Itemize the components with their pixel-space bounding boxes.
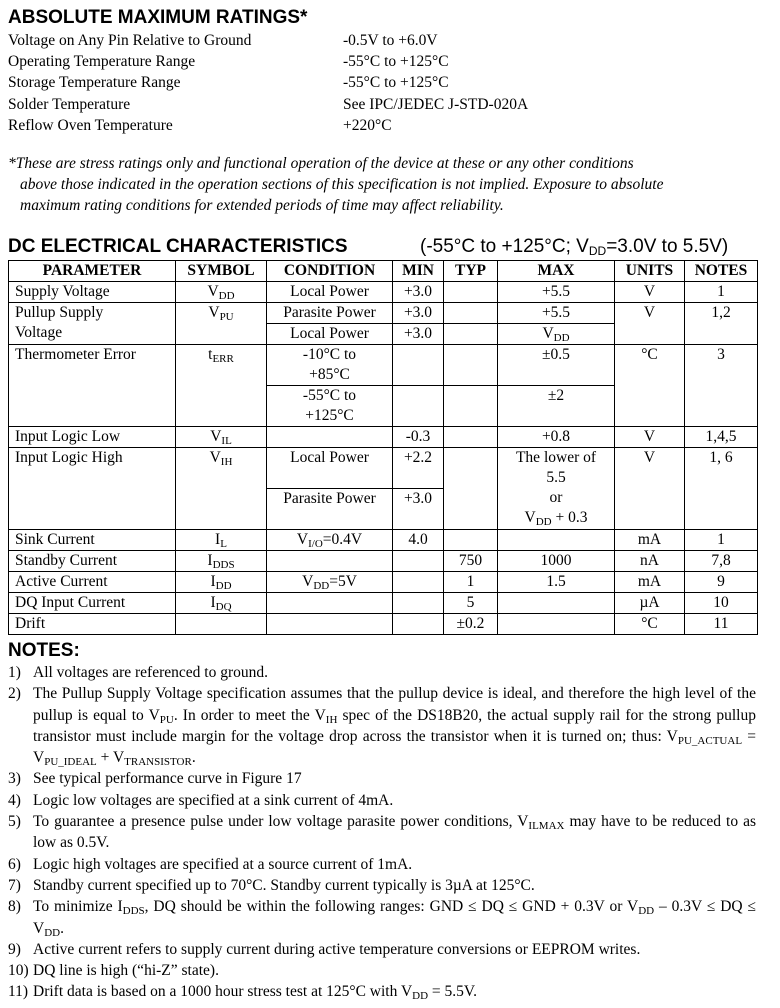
sym: V [207,283,219,300]
note-item [8,811,756,854]
units-cell: mA [615,530,685,551]
cond: =0.4V [322,531,363,548]
min-cell: +2.2 [393,448,444,489]
min-cell [393,345,444,386]
note-item [8,662,756,683]
header-cell: MAX [498,261,615,282]
note-number: 1) [8,664,21,681]
symbol-cell [176,572,267,593]
sym-sub: ERR [212,353,234,365]
cond-sub: DD [588,244,607,258]
max-cell [498,530,615,551]
sym-sub: DDS [212,559,235,571]
note-item [8,981,756,1002]
min-cell: 4.0 [393,530,444,551]
note-text: Logic high voltages are specified at a source current of 1mA. [33,855,413,873]
note-subscript: TRANSISTOR [124,756,192,769]
typ-cell [444,448,498,530]
notes-cell: 9 [685,572,758,593]
max-cell [498,614,615,635]
max-sub: DD [535,516,552,528]
rating-label: Solder Temperature [8,95,131,113]
note-text: Logic low voltages are specified at a sink current of 4mA. [33,791,394,809]
units-cell: V [615,282,685,303]
header-cell: TYP [444,261,498,282]
rating-label: Voltage on Any Pin Relative to Ground [8,32,252,49]
max-line: 5.5 [546,469,566,486]
note-number: 9) [8,940,21,958]
table-row [9,530,758,551]
cond: V [296,531,309,548]
symbol-cell [176,427,267,448]
param-cell: Active Current [9,572,176,593]
max-cell [498,448,615,530]
cond: =5V [329,573,357,590]
symbol-cell [176,593,267,614]
notes-list [8,662,756,1003]
note-item [8,854,756,875]
note-number: 7) [8,876,21,894]
cond-line: +125°C [305,407,354,424]
min-cell [393,386,444,427]
units-cell: V [615,303,685,345]
max-cell [498,324,615,345]
symbol-cell [176,282,267,303]
symbol-cell [176,614,267,635]
table-row [9,427,758,448]
rating-value: +220°C [343,116,392,134]
condition-cell: Parasite Power [267,303,393,324]
max: V [542,325,554,342]
cond-line: -10°C to [302,346,357,363]
max-cell: +5.5 [498,282,615,303]
param-line: Voltage [15,324,63,341]
max-cell [498,593,615,614]
symbol-cell [176,345,267,427]
notes-cell: 1, 6 [685,448,758,530]
sym: V [208,304,220,321]
note-item [8,875,756,896]
sym: I [210,594,216,611]
condition-cell [267,593,393,614]
typ-cell [444,324,498,345]
typ-cell [444,282,498,303]
rating-row [8,115,768,136]
rating-value: -0.5V to +6.0V [343,32,438,49]
note-number: 11) [8,983,29,1001]
cond: V [302,573,314,590]
table-header-row [9,261,758,282]
sym-sub: PU [219,311,234,323]
sym: I [210,573,216,590]
sym-sub: L [220,538,227,550]
notes-cell: 11 [685,614,758,635]
units-cell: V [615,427,685,448]
typ-cell: 750 [444,551,498,572]
note-subscript: ILMAX [528,820,565,833]
rating-row [8,94,768,115]
condition-cell [267,427,393,448]
table-row [9,572,758,593]
note-text: See typical performance curve in Figure 17 [33,770,302,788]
note-text: may have to be reduced to as low as 0.5V. [33,813,756,852]
param-cell: DQ Input Current [9,593,176,614]
condition-cell [267,386,393,427]
note-text: – 0.3V ≤ DQ ≤ V [33,898,757,937]
cond-sub: I/O [308,538,323,550]
notes-cell: 1,2 [685,303,758,345]
param-cell: Standby Current [9,551,176,572]
rating-label: Reflow Oven Temperature [8,116,173,134]
min-cell: +3.0 [393,324,444,345]
note-subscript: DD [44,926,61,939]
param-cell: Supply Voltage [9,282,176,303]
symbol-cell [176,530,267,551]
note-item [8,768,756,789]
stress-rating-footnote [8,153,756,216]
units-cell: °C [615,614,685,635]
note-text: Active current refers to supply current during active temperature conversions or EEPROM writes. [33,940,641,958]
condition-cell: Parasite Power [267,489,393,530]
table-row [9,614,758,635]
cond-text: =3.0V to 5.5V) [606,236,729,257]
sym: t [208,346,213,363]
condition-cell: Local Power [267,324,393,345]
footnote-line: above those indicated in the operation sections of this specification is not implied. Exposure to absolute [20,176,664,193]
typ-cell [444,530,498,551]
table-row [9,303,758,324]
max-line: or [549,489,563,506]
min-cell [393,614,444,635]
sym-sub: IH [220,456,233,468]
rating-row [8,72,768,93]
param-cell: Drift [9,614,176,635]
note-item [8,790,756,811]
note-text: + V [96,749,125,767]
notes-cell: 3 [685,345,758,427]
note-subscript: DD [638,905,655,918]
notes-cell: 10 [685,593,758,614]
max-cell: +5.5 [498,303,615,324]
dc-characteristics-table [8,260,758,635]
min-cell [393,551,444,572]
sym: V [209,449,221,466]
symbol-cell [176,551,267,572]
note-text: . [60,919,64,937]
note-text: . [191,749,196,767]
note-item [8,960,756,981]
max-cell: 1.5 [498,572,615,593]
notes-cell: 1 [685,282,758,303]
note-text: Standby current specified up to 70°C. Standby current typically is 3µA at 125°C. [33,876,535,894]
condition-cell [267,614,393,635]
note-text: To guarantee a presence pulse under low voltage parasite power conditions, V [33,813,529,831]
note-text: . In order to meet the V [173,706,326,724]
min-cell [393,572,444,593]
note-subscript: PU_IDEAL [44,756,97,769]
cond-line: -55°C to [302,387,357,404]
typ-cell [444,345,498,386]
note-number: 5) [8,813,21,831]
note-text: The Pullup Supply Voltage specification assumes that the pullup device is ideal, and therefore the high level of the pullup is equal to V [33,685,756,724]
typ-cell [444,427,498,448]
rating-label: Operating Temperature Range [8,53,196,71]
note-text: = 5.5V. [428,983,477,1001]
notes-title: NOTES: [8,640,80,661]
header-cell: UNITS [615,261,685,282]
header-cell: NOTES [685,261,758,282]
notes-cell: 1,4,5 [685,427,758,448]
max-line: The lower of [515,449,597,466]
param-line: Pullup Supply [15,304,104,321]
notes-cell: 7,8 [685,551,758,572]
note-number: 2) [8,685,21,703]
max-cell: ±0.5 [498,345,615,386]
param-cell: Sink Current [9,530,176,551]
typ-cell [444,303,498,324]
min-cell: +3.0 [393,303,444,324]
condition-cell [267,551,393,572]
footnote-line: maximum rating conditions for extended periods of time may affect reliability. [20,197,504,214]
cond-text: (-55°C to +125°C; V [420,236,589,257]
note-number: 3) [8,770,21,788]
max-sub: DD [553,332,570,344]
sym-sub: DD [215,580,232,592]
note-number: 8) [8,898,21,916]
sym-sub: IL [221,435,232,447]
note-item [8,683,756,768]
header-cell: MIN [393,261,444,282]
sym-sub: DQ [215,601,232,613]
units-cell: V [615,448,685,530]
note-number: 6) [8,855,21,873]
units-cell: nA [615,551,685,572]
typ-cell: ±0.2 [444,614,498,635]
note-item [8,939,756,960]
max-line: + 0.3 [551,509,588,526]
absolute-maximum-ratings-title: ABSOLUTE MAXIMUM RATINGS* [8,7,308,28]
note-item [8,896,756,939]
note-number: 4) [8,791,21,809]
typ-cell [444,386,498,427]
header-cell: CONDITION [267,261,393,282]
min-cell: +3.0 [393,489,444,530]
condition-cell: Local Power [267,282,393,303]
note-subscript: DDS [122,905,145,918]
table-row [9,593,758,614]
table-row [9,551,758,572]
note-subscript: PU_ACTUAL [677,734,743,747]
header-cell: SYMBOL [176,261,267,282]
param-cell: Thermometer Error [9,345,176,427]
typ-cell: 5 [444,593,498,614]
note-text: To minimize I [33,898,123,916]
min-cell: -0.3 [393,427,444,448]
footnote-line: *These are stress ratings only and functional operation of the device at these or any other conditions [8,155,634,172]
condition-cell [267,572,393,593]
rating-value: See IPC/JEDEC J-STD-020A [343,95,529,113]
rating-value: -55°C to +125°C [343,74,449,92]
min-cell [393,593,444,614]
param-cell [9,303,176,345]
max-cell: 1000 [498,551,615,572]
dc-conditions [420,236,728,258]
note-text: DQ line is high (“hi-Z” state). [33,962,219,980]
param-cell: Input Logic Low [9,427,176,448]
param-cell: Input Logic High [9,448,176,530]
units-cell: mA [615,572,685,593]
table-row [9,448,758,489]
note-number: 10) [8,962,29,980]
absolute-maximum-ratings-list [8,30,768,136]
condition-cell [267,345,393,386]
sym: I [207,552,213,569]
rating-value: -55°C to +125°C [343,53,449,71]
note-subscript: IH [325,713,338,726]
max-cell: +0.8 [498,427,615,448]
condition-cell [267,530,393,551]
cond-sub: DD [313,580,330,592]
min-cell: +3.0 [393,282,444,303]
table-row [9,282,758,303]
condition-cell: Local Power [267,448,393,489]
symbol-cell [176,303,267,345]
sym: V [210,428,222,445]
rating-label: Storage Temperature Range [8,74,181,92]
sym-sub: DD [218,290,235,302]
table-row [9,345,758,386]
note-text: = V [33,727,756,767]
symbol-cell [176,448,267,530]
note-text: , DQ should be within the following ranges: GND ≤ DQ ≤ GND + 0.3V or V [144,898,639,916]
max-cell: ±2 [498,386,615,427]
rating-row [8,51,768,72]
rating-row [8,30,768,51]
note-text: Drift data is based on a 1000 hour stress test at 125°C with V [33,983,413,1001]
dc-characteristics-title: DC ELECTRICAL CHARACTERISTICS [8,236,348,257]
sym: I [215,531,221,548]
notes-cell: 1 [685,530,758,551]
max-line: V [524,509,536,526]
units-cell: µA [615,593,685,614]
note-text: All voltages are referenced to ground. [33,664,268,681]
note-subscript: PU [159,713,174,726]
header-cell: PARAMETER [9,261,176,282]
note-text: spec of the DS18B20, the actual supply rail for the strong pullup transistor must include margin for the voltage drop across the transistor when it is turned on; thus: V [33,706,756,745]
typ-cell: 1 [444,572,498,593]
note-subscript: DD [412,990,429,1003]
units-cell: °C [615,345,685,427]
cond-line: +85°C [309,366,350,383]
